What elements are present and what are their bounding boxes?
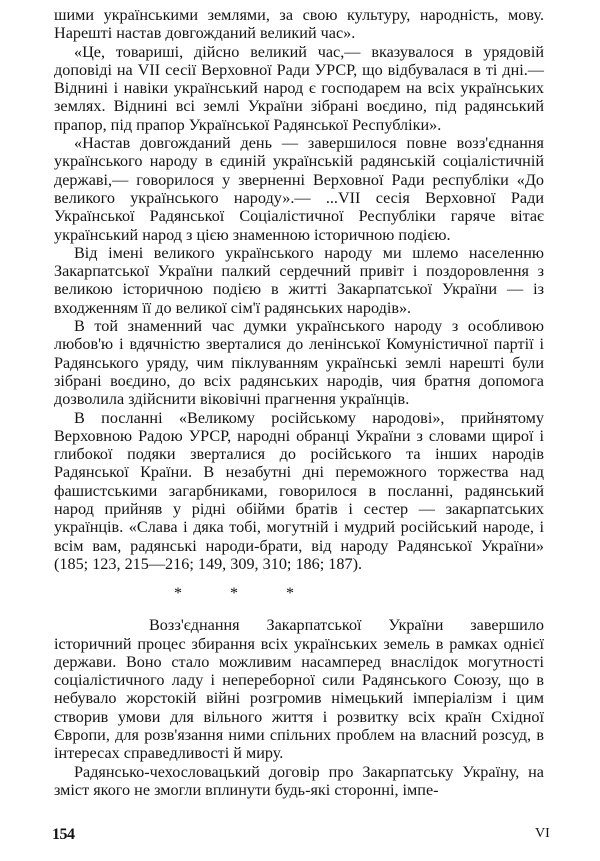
paragraph-government-report: «Це, товариші, дійсно великий час,— вказувалося в урядовій доповіді на VII сесії Верховної Ради УРСР, що відбувалася в ті дні.— Віднині і навіки український народ є господарем на всіх українських землях. Віднині всі землі України зібрані воєдино, під радянський прапор, під прапор Української Радянської Республіки». <box>54 42 544 134</box>
paragraph-treaty: Радянсько-чехословацький договір про Закарпатську Україну, на зміст якого не змогли вплинути будь-які сторонні, імпе- <box>54 762 544 799</box>
paragraph-continuation: шими українськими землями, за свою культуру, народність, мову. Нарешті настав довгожданий великий час». <box>54 6 544 43</box>
signature-mark: VI <box>535 826 550 841</box>
paragraph-gratitude: В той знаменний час думки українського народу з особливою любов'ю і вдячністю зверталися до ленінської Комуністичної партії і Радянського уряду, чим піклуванням українські землі нарешті були зібрані воєдино, до всіх радянських народів, чия братня допомога дозволила здійснити віковічні прагнення українців. <box>54 317 544 409</box>
main-text <box>54 6 544 799</box>
paragraph-message-russian-people: В посланні «Великому російському народові», прийнятому Верховною Радою УРСР, народні обранці України з словами щирої і глибокої подяки зверталися до російського та інших народів Радянської Країни. В незабутні дні переможного торжества над фашистськими загарбниками, говорилося в посланні, радянський народ прийняв у рідні обійми братів і сестер — закарпатських українців. «Слава і дяка тобі, могутній і мудрий російський народе, і всім вам, радянські народи-брати, від народу Радянської України» (185; 123, 215—216; 149, 309, 310; 186; 187). <box>54 408 544 573</box>
paragraph-reunification: Возз'єднання Закарпатської України завершило історичний процес збирання всіх українських земель в рамках однієї держави. Воно стало можливим насамперед внаслідок могутності соціалістичного ладу і непереборної сили Радянського Союзу, що в небувало жорстокій війні розгромив німецький імперіалізм і цим створив умови для вільного життя і розвитку всіх країн Східної Європи, для розв'язання ними спільних проблем на власний розсуд, в інтересах справедливості й миру. <box>54 616 544 763</box>
section-separator: * * * <box>174 585 316 603</box>
paragraph-appeal: «Настав довгожданий день — завершилося повне возз'єднання українського народу в єдиній українській радянській соціалістичній державі,— говорилося у зверненні Верховної Ради республіки «До великого українського народу».— ...VII сесія Верховної Ради Української Радянської Соціалістичної Республіки гаряче вітає український народ з цією знаменною історичною подією. <box>54 134 544 244</box>
paragraph-greeting: Від імені великого українського народу ми шлемо населенню Закарпатської України палкий сердечний привіт і поздоровлення з великою історичною подією в житті Закарпатської України — із входженням її до великої сім'ї радянських народів». <box>54 243 544 317</box>
page-number: 154 <box>52 826 75 843</box>
